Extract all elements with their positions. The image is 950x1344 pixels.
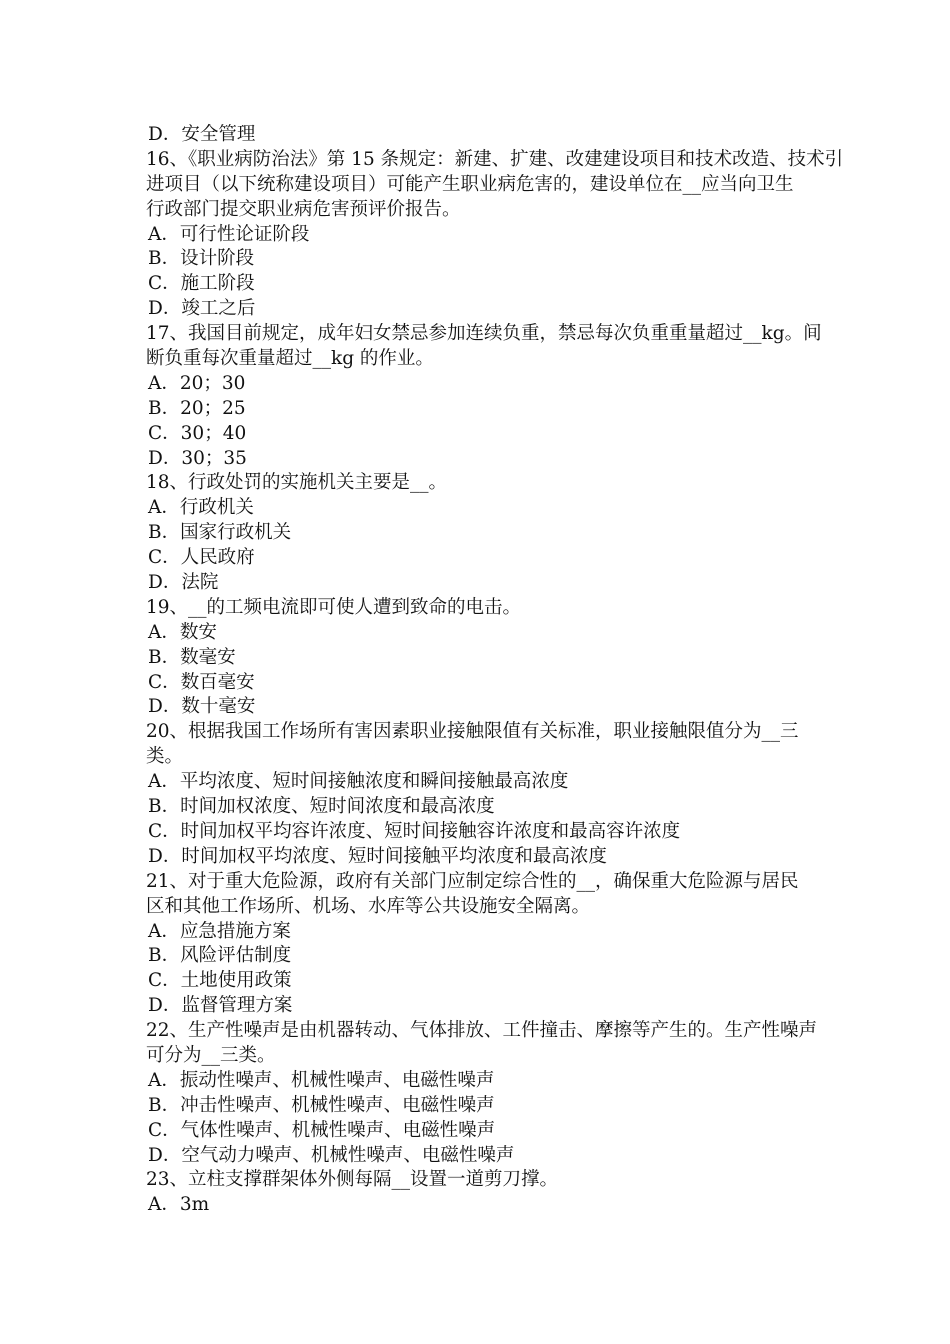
answer-option: D．数十毫安	[148, 696, 256, 718]
answer-option: A．应急措施方案	[148, 920, 291, 942]
answer-option: A．数安	[148, 621, 217, 643]
question-text-line: 20、根据我国工作场所有害因素职业接触限值有关标准，职业接触限值分为__三	[146, 721, 799, 743]
answer-option: C．时间加权平均容许浓度、短时间接触容许浓度和最高容许浓度	[148, 820, 681, 842]
question-text-line: 可分为__三类。	[146, 1044, 276, 1066]
answer-option: B．数毫安	[148, 646, 236, 668]
answer-option: A．20；30	[148, 372, 246, 394]
answer-option: B．风险评估制度	[148, 945, 292, 967]
answer-option: B．国家行政机关	[148, 522, 292, 544]
answer-option: A．3m	[148, 1194, 210, 1216]
answer-option: B．冲击性噪声、机械性噪声、电磁性噪声	[148, 1094, 495, 1116]
answer-option: B．时间加权浓度、短时间浓度和最高浓度	[148, 796, 495, 818]
question-text-line: 行政部门提交职业病危害预评价报告。	[146, 198, 461, 220]
question-text-line: 19、__的工频电流即可使人遭到致命的电击。	[146, 596, 522, 618]
answer-option: C．气体性噪声、机械性噪声、电磁性噪声	[148, 1119, 496, 1141]
answer-option: A．振动性噪声、机械性噪声、电磁性噪声	[148, 1069, 495, 1091]
answer-option: D．竣工之后	[148, 298, 256, 320]
question-text-line: 23、立柱支撑群架体外侧每隔__设置一道剪刀撑。	[146, 1169, 559, 1191]
answer-option: A．行政机关	[148, 497, 254, 519]
answer-option: C．施工阶段	[148, 273, 255, 295]
answer-option: B．20；25	[148, 397, 246, 419]
answer-option: D．30；35	[148, 447, 247, 469]
answer-option: C．人民政府	[148, 547, 255, 569]
answer-option: C．数百毫安	[148, 671, 255, 693]
answer-option: D．法院	[148, 572, 219, 594]
question-text-line: 类。	[146, 746, 184, 768]
answer-option: C．30；40	[148, 422, 247, 444]
answer-option: C．土地使用政策	[148, 970, 292, 992]
answer-option: A．平均浓度、短时间接触浓度和瞬间接触最高浓度	[148, 771, 569, 793]
question-text-line: 21、对于重大危险源，政府有关部门应制定综合性的__，确保重大危险源与居民	[146, 870, 799, 892]
answer-option: A．可行性论证阶段	[148, 223, 310, 245]
question-text-line: 17、我国目前规定，成年妇女禁忌参加连续负重，禁忌每次负重重量超过__kg。间	[146, 323, 822, 345]
question-text-line: 区和其他工作场所、机场、水库等公共设施安全隔离。	[146, 895, 591, 917]
question-text-line: 进项目（以下统称建设项目）可能产生职业病危害的，建设单位在__应当向卫生	[146, 173, 794, 195]
question-text-line: 16、《职业病防治法》第 15 条规定：新建、扩建、改建建设项目和技术改造、技术引	[146, 148, 844, 170]
document-body	[146, 123, 844, 1218]
question-text-line: 22、生产性噪声是由机器转动、气体排放、工件撞击、摩擦等产生的。生产性噪声	[146, 1020, 818, 1042]
answer-option: D．时间加权平均浓度、短时间接触平均浓度和最高浓度	[148, 845, 607, 867]
question-text-line: 断负重每次重量超过__kg 的作业。	[146, 348, 434, 370]
answer-option: B．设计阶段	[148, 248, 255, 270]
answer-option: D．安全管理	[148, 124, 256, 145]
answer-option: D．监督管理方案	[148, 995, 293, 1017]
question-text-line: 18、行政处罚的实施机关主要是__。	[146, 472, 448, 494]
answer-option: D．空气动力噪声、机械性噪声、电磁性噪声	[148, 1144, 515, 1166]
